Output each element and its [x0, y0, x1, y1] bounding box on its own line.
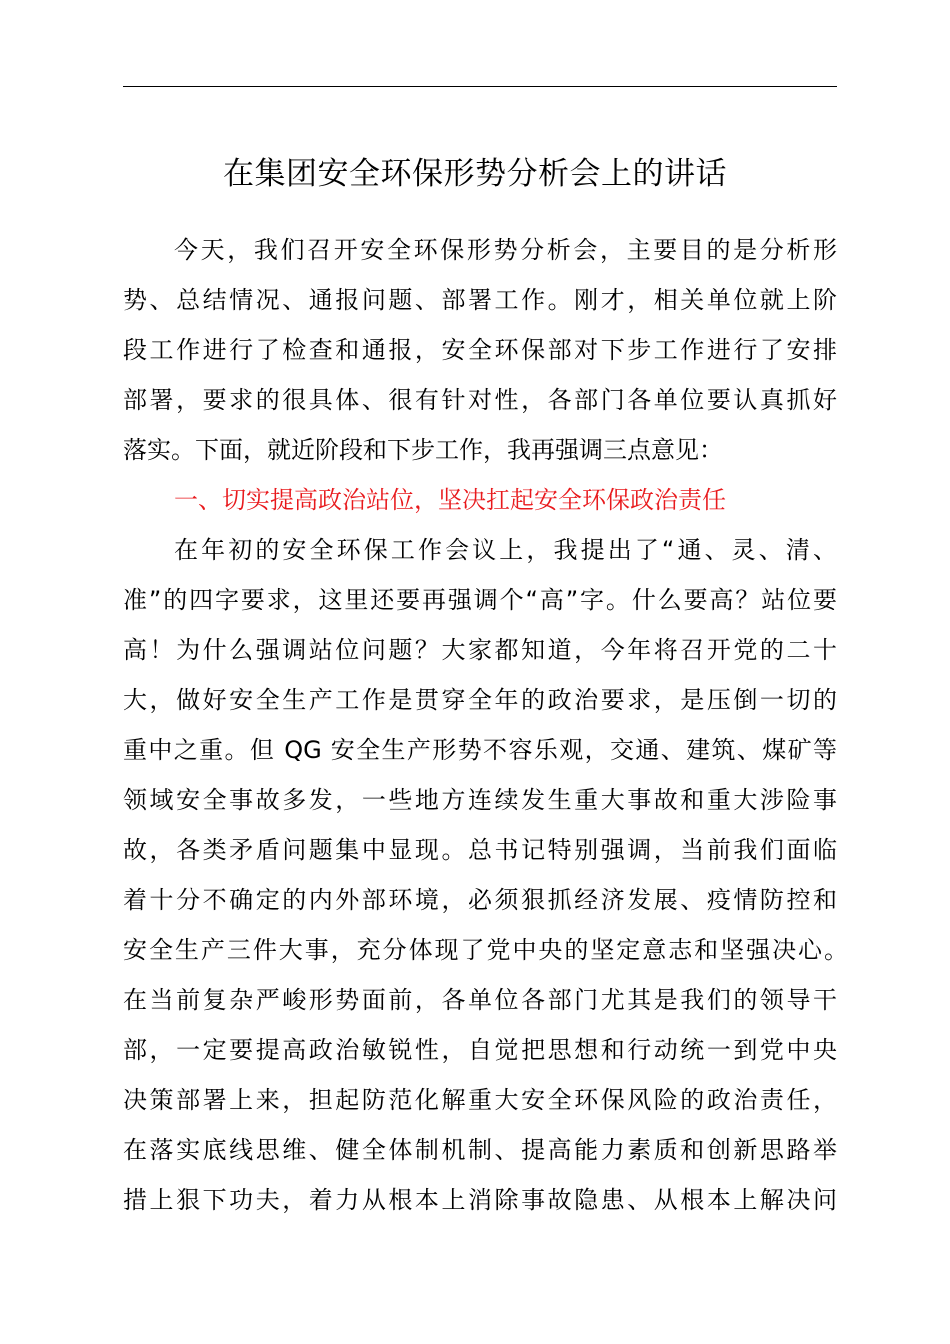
paragraph-line: 部署，要求的很具体、很有针对性，各部门各单位要认真抓好 — [123, 386, 837, 414]
paragraph-line: 在年初的安全环保工作会议上，我提出了“通、灵、清、 — [174, 536, 837, 564]
paragraph-line: 落实。下面，就近阶段和下步工作，我再强调三点意见： — [123, 436, 723, 464]
document-title: 在集团安全环保形势分析会上的讲话 — [223, 156, 727, 192]
paragraph-line: 大，做好安全生产工作是贯穿全年的政治要求，是压倒一切的 — [123, 686, 837, 714]
paragraph-line: 在落实底线思维、健全体制机制、提高能力素质和创新思路举 — [123, 1136, 837, 1164]
paragraph-line: 高！为什么强调站位问题？大家都知道，今年将召开党的二十 — [123, 636, 837, 664]
paragraph-line: 领域安全事故多发，一些地方连续发生重大事故和重大涉险事 — [123, 786, 837, 814]
paragraph-line: 重中之重。但 QG 安全生产形势不容乐观，交通、建筑、煤矿等 — [123, 736, 837, 764]
paragraph-line: 在当前复杂严峻形势面前，各单位各部门尤其是我们的领导干 — [123, 986, 837, 1014]
paragraph-line: 措上狠下功夫，着力从根本上消除事故隐患、从根本上解决问 — [123, 1186, 837, 1214]
section-heading: 一、切实提高政治站位，坚决扛起安全环保政治责任 — [174, 486, 726, 514]
paragraph-line: 段工作进行了检查和通报，安全环保部对下步工作进行了安排 — [123, 336, 837, 364]
paragraph-line: 准”的四字要求，这里还要再强调个“高”字。什么要高？站位要 — [123, 586, 837, 614]
paragraph-line: 势、总结情况、通报问题、部署工作。刚才，相关单位就上阶 — [123, 286, 837, 314]
header-rule — [123, 86, 837, 87]
paragraph-line: 部，一定要提高政治敏锐性，自觉把思想和行动统一到党中央 — [123, 1036, 837, 1064]
paragraph-line: 决策部署上来，担起防范化解重大安全环保风险的政治责任， — [123, 1086, 837, 1114]
paragraph-line: 今天，我们召开安全环保形势分析会，主要目的是分析形 — [174, 236, 837, 264]
paragraph-line: 安全生产三件大事，充分体现了党中央的坚定意志和坚强决心。 — [123, 936, 848, 964]
paragraph-line: 故，各类矛盾问题集中显现。总书记特别强调，当前我们面临 — [123, 836, 837, 864]
paragraph-line: 着十分不确定的内外部环境，必须狠抓经济发展、疫情防控和 — [123, 886, 837, 914]
